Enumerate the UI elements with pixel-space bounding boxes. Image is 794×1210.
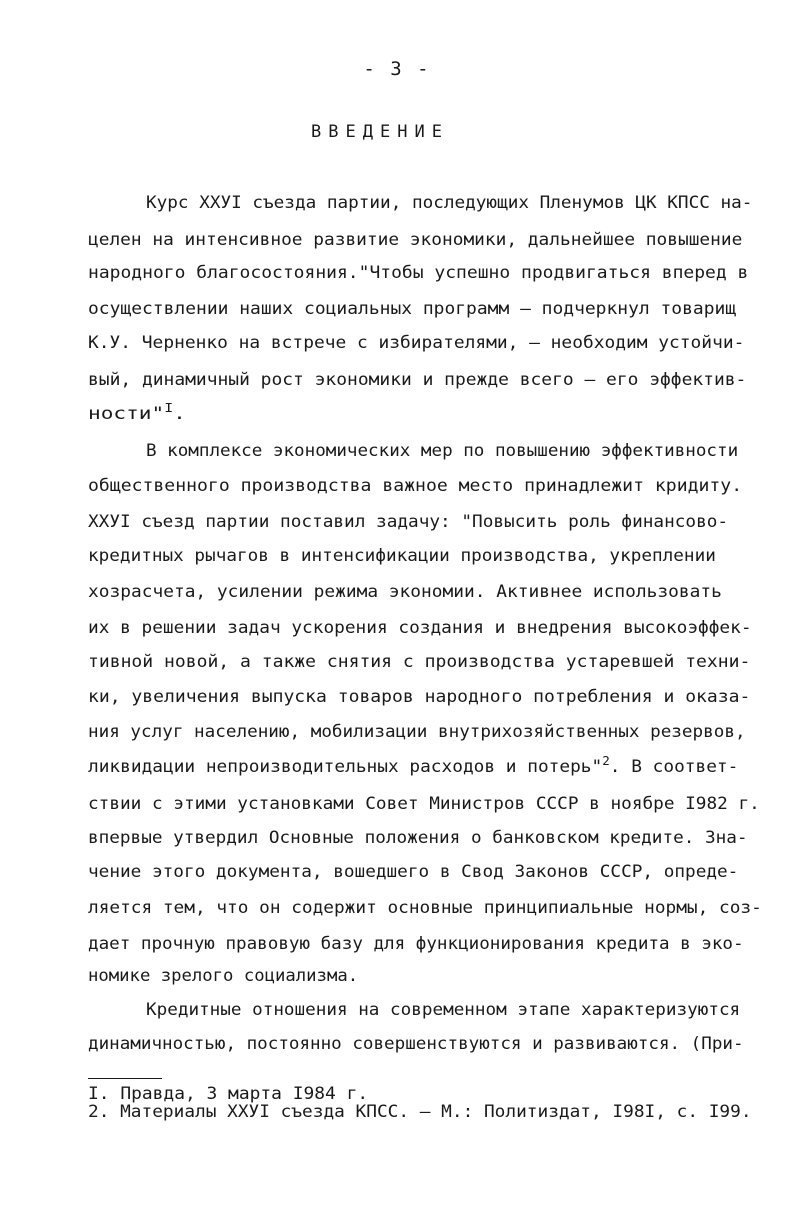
text-line: динамичностью, постоянно совершенствуются и развиваются. (При- (88, 1034, 744, 1054)
line-text: ности" (88, 404, 165, 424)
text-line: ки, увеличения выпуска товаров народного потребления и оказа- (88, 687, 751, 707)
text-line: номике зрелого социализма. (88, 966, 359, 986)
footnote: 2. Материалы XXУI съезда КПСС. – М.: Политиздат, I98I, с. I99. (88, 1102, 752, 1122)
footnote-ref: 2 (602, 754, 610, 768)
page-title: ВВЕДЕНИЕ (311, 122, 449, 142)
text-line: хозрасчета, усилении режима экономии. Активнее использовать (88, 582, 722, 602)
text-line: К.У. Черненко на встрече с избирателями, – необходим устойчи- (88, 333, 745, 353)
text-line: впервые утвердил Основные положения о банковском кредите. Зна- (88, 828, 748, 848)
text-line: общественного производства важное место принадлежит кридиту. (88, 476, 743, 496)
text-line: XXУI съезд партии поставил задачу: "Повысить роль финансово- (88, 512, 729, 532)
text-line: их в решении задач ускорения создания и внедрения высокоэффек- (88, 618, 752, 638)
page-number: - 3 - (363, 58, 431, 80)
text-line: Кредитные отношения на современном этапе характеризуются (146, 1000, 741, 1020)
footnote-divider (88, 1078, 162, 1079)
text-line: вый, динамичный рост экономики и прежде всего – его эффектив- (88, 370, 747, 390)
text-line: Курс XXУI съезда партии, последующих Пленумов ЦК КПСС на- (146, 193, 753, 213)
text-line: ния услуг населению, мобилизации внутрихозяйственных резервов, (88, 722, 746, 742)
text-line: ствии с этими установками Совет Министров СССР в ноябре I982 г. (88, 794, 760, 814)
text-line: чение этого документа, вошедшего в Свод Законов СССР, опреде- (88, 862, 739, 882)
text-line: кредитных рычагов в интенсификации производства, укреплении (88, 546, 716, 566)
text-line: дает прочную правовую базу для функционирования кредита в эко- (88, 934, 744, 954)
line-text-tail: . В соответ- (609, 757, 739, 777)
text-line: целен на интенсивное развитие экономики, дальнейшее повышение (88, 230, 743, 250)
text-line: ляется тем, что он содержит основные принципиальные нормы, соз- (88, 898, 762, 918)
text-line: тивной новой, а также снятия с производства устаревшей техни- (88, 652, 751, 672)
text-line (88, 401, 186, 424)
line-text: ликвидации непроизводительных расходов и потерь" (88, 757, 603, 777)
text-line: народного благосостояния."Чтобы успешно продвигаться вперед в (88, 263, 749, 283)
footnote-ref: I (164, 401, 174, 415)
footnote: I. Правда, 3 марта I984 г. (88, 1084, 369, 1104)
text-line: осуществлении наших социальных программ – подчеркнул товарищ (88, 299, 737, 319)
line-text-tail: . (173, 404, 186, 424)
text-line (88, 754, 739, 777)
text-line: В комплексе экономических мер по повышению эффективности (146, 441, 739, 461)
